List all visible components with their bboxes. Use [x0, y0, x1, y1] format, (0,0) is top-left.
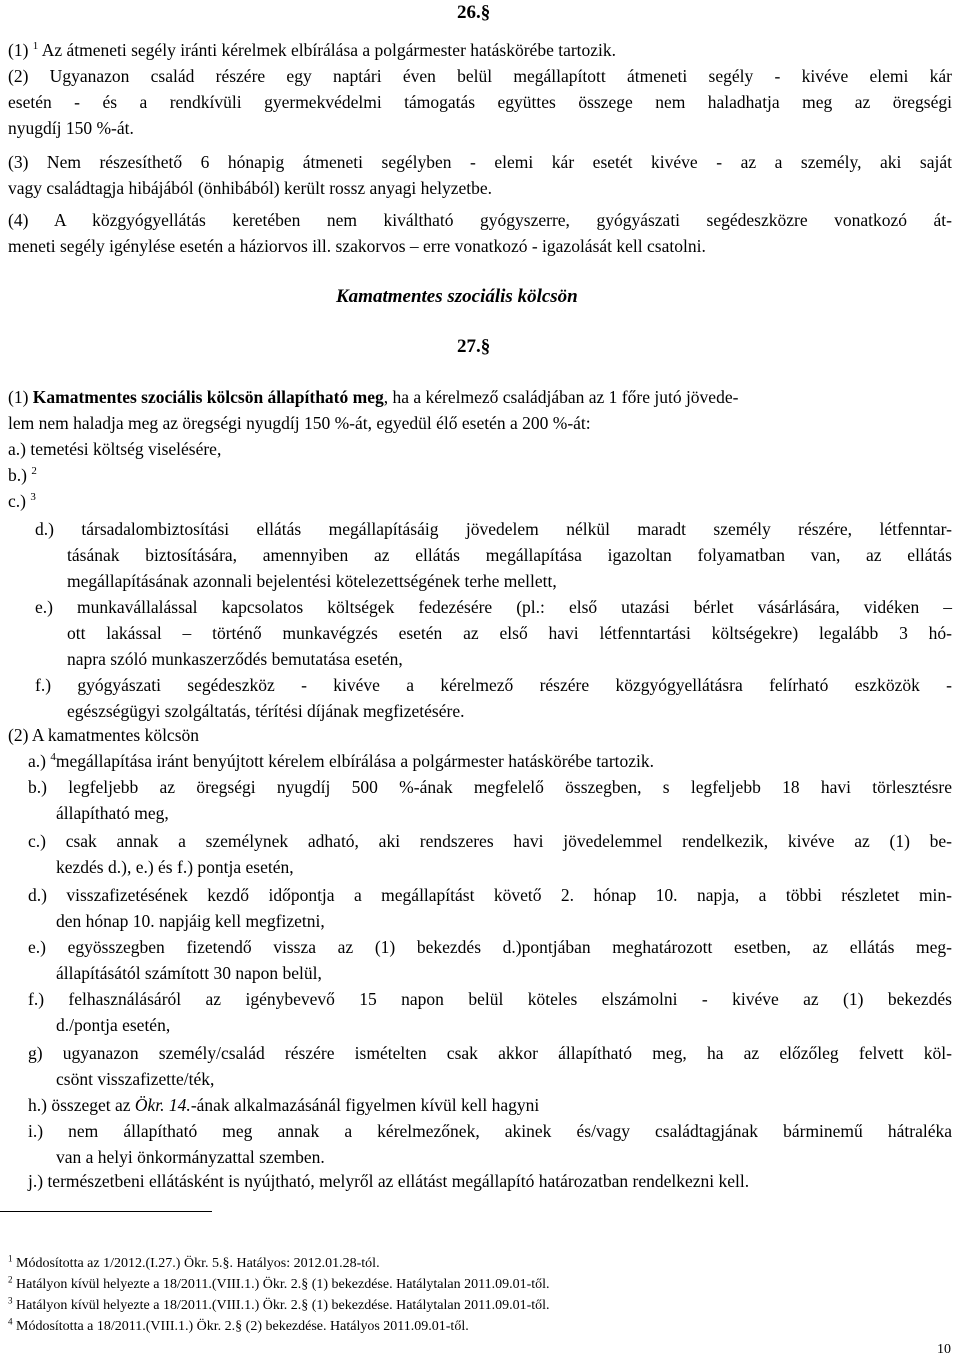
section-26-heading: 26.§	[457, 2, 491, 23]
footnote-number: 3	[8, 1295, 13, 1306]
footnote-separator	[0, 1211, 212, 1212]
footnote-2	[8, 1276, 550, 1294]
paragraph-number: (1)	[8, 40, 29, 60]
section-27-heading: 27.§	[457, 336, 491, 357]
s26-paragraph-3-line-1: (3) Nem részesíthető 6 hónapig átmeneti segélyben - elemi kár esetét kivéve - az a személy, aki saját	[8, 152, 952, 172]
s27-k-item-g-line-1: g) ugyanazon személy/család részére ismételten csak akkor állapítható meg, ha az előzőleg felvett köl-	[28, 1043, 952, 1063]
s27-k-item-g-line-2: csönt visszafizette/ték,	[56, 1069, 215, 1089]
s27-k-item-f-line-1: f.) felhasználásáról az igénybevevő 15 napon belül köteles elszámolni - kivéve az (1) bekezdés	[28, 989, 952, 1009]
s27-paragraph-1-line-1	[8, 384, 738, 410]
s27-paragraph-2: (2) A kamatmentes kölcsön	[8, 725, 200, 745]
footnote-text: Módosította a 18/2011.(VIII.1.) Ökr. 2.§ (2) bekezdése. Hatályos 2011.09.01-től.	[16, 1319, 469, 1334]
s26-paragraph-2-line-1: (2) Ugyanazon család részére egy naptári éven belül megállapított átmeneti segély - kivéve elemi kár	[8, 66, 952, 86]
s27-k-item-e-line-2: állapításától számított 30 napon belül,	[56, 963, 322, 983]
s27-k-item-c-line-1: c.) csak annak a személynek adható, aki rendszeres havi jövedelemmel rendelkezik, kivéve az (1) be-	[28, 831, 952, 851]
s27-paragraph-1-line-2: lem nem haladja meg az öregségi nyugdíj 150 %-át, egyedül élő esetén a 200 %-át:	[8, 413, 591, 433]
s27-k-item-c-line-2: kezdés d.), e.) és f.) pontja esetén,	[56, 857, 294, 877]
s27-k-item-h	[28, 1092, 539, 1118]
s26-paragraph-2-line-3: nyugdíj 150 %-át.	[8, 118, 134, 138]
item-label: a.)	[28, 751, 46, 771]
s27-item-e-line-3: napra szóló munkaszerződés bemutatása esetén,	[67, 649, 403, 669]
footnote-number: 1	[8, 1253, 13, 1264]
s26-paragraph-2-line-2: esetén - és a rendkívüli gyermekvédelmi támogatás együttes összege nem haladhatja meg az öregségi	[8, 92, 952, 112]
s27-item-f-line-1: f.) gyógyászati segédeszköz - kivéve a kérelmező részére közgyógyellátásra felírható eszközök -	[35, 675, 952, 695]
page-number: 10	[937, 1342, 951, 1357]
footnote-text: Hatályon kívül helyezte a 18/2011.(VIII.1.) Ökr. 2.§ (1) bekezdése. Hatálytalan 2011.09.01-től.	[16, 1298, 550, 1313]
s27-k-item-j: j.) természetbeni ellátásként is nyújtható, melyről az ellátást megállapító határozatban rendelkezni kell.	[28, 1171, 750, 1191]
footnote-4	[8, 1318, 469, 1336]
s27-k-item-i-line-2: van a helyi önkormányzattal szemben.	[56, 1147, 325, 1167]
s27-k-item-b-line-2: állapítható meg,	[56, 803, 169, 823]
bold-lead: Kamatmentes szociális kölcsön állapítható meg	[32, 387, 384, 407]
item-label: c.)	[8, 491, 26, 511]
item-label: b.)	[8, 465, 27, 485]
s26-paragraph-4-line-1: (4) A közgyógyellátás keretében nem kiváltható gyógyszerre, gyógyászati segédeszközre vonatkozó át-	[8, 210, 952, 230]
footnote-1	[8, 1255, 380, 1273]
s27-k-item-f-line-2: d./pontja esetén,	[56, 1015, 171, 1035]
s27-k-item-e-line-1: e.) egyösszegben fizetendő vissza az (1) bekezdés d.)pontjában meghatározott esetben, az ellátás meg-	[28, 937, 952, 957]
s27-item-d-line-2: tásának biztosítására, amennyiben az ellátás megállapítása igazoltan folyamatban van, az ellátás	[67, 545, 952, 565]
s26-paragraph-3-line-2: vagy családtagja hibájából (önhibából) került rossz anyagi helyzetbe.	[8, 178, 492, 198]
s26-paragraph-4-line-2: meneti segély igénylése esetén a háziorvos ill. szakorvos – erre vonatkozó - igazolását kell csatolni.	[8, 236, 706, 256]
s27-k-item-d-line-1: d.) visszafizetésének kezdő időpontja a megállapítást követő 2. hónap 10. napja, a többi részletet min-	[28, 885, 952, 905]
s27-k-item-a	[28, 748, 654, 774]
s27-item-d-line-3: megállapításának azonnali bejelentési kötelezettségének terhe mellett,	[67, 571, 557, 591]
footnote-ref: 4	[50, 751, 56, 764]
item-text: -ának alkalmazásánál figyelmen kívül kell hagyni	[190, 1095, 540, 1115]
s27-item-a: a.) temetési költség viselésére,	[8, 439, 222, 459]
s27-item-c	[8, 488, 36, 514]
item-reference: Ökr. 14.	[134, 1095, 191, 1115]
footnote-text: Módosította az 1/2012.(I.27.) Ökr. 5.§. Hatályos: 2012.01.28-tól.	[16, 1256, 380, 1271]
footnote-number: 2	[8, 1274, 13, 1285]
s27-k-item-i-line-1: i.) nem állapítható meg annak a kérelmezőnek, akinek és/vagy családtagjának bárminemű hátraléka	[28, 1121, 952, 1141]
item-text: h.) összeget az	[28, 1095, 135, 1115]
paragraph-number: (1)	[8, 387, 29, 407]
s27-item-e-line-2: ott lakással – történő munkavégzés esetén az első havi létfenntartási költségekre) legalább 3 hó-	[67, 623, 952, 643]
s27-item-d-line-1: d.) társadalombiztosítási ellátás megállapításáig jövedelem nélkül maradt személy részére, létfenntar-	[35, 519, 952, 539]
footnote-ref: 2	[31, 465, 37, 478]
section-subtitle: Kamatmentes szociális kölcsön	[336, 286, 578, 307]
footnote-ref: 1	[32, 40, 39, 53]
s27-item-e-line-1: e.) munkavállalással kapcsolatos költségek fedezésére (pl.: első utazási bérlet vásárlására, vidéken –	[35, 597, 952, 617]
s27-item-f-line-2: egészségügyi szolgáltatás, térítési díjának megfizetésére.	[67, 701, 465, 721]
footnote-ref: 3	[30, 491, 36, 504]
footnote-number: 4	[8, 1316, 13, 1327]
paragraph-text: Az átmeneti segély iránti kérelmek elbírálása a polgármester hatáskörébe tartozik.	[41, 40, 617, 60]
item-text: megállapítása iránt benyújtott kérelem elbírálása a polgármester hatáskörébe tartozik.	[55, 751, 655, 771]
footnote-3	[8, 1297, 550, 1315]
s27-k-item-d-line-2: den hónap 10. napjáig kell megfizetni,	[56, 911, 325, 931]
s27-k-item-b-line-1: b.) legfeljebb az öregségi nyugdíj 500 %-ának megfelelő összegben, s legfeljebb 18 havi törlesztésre	[28, 777, 952, 797]
paragraph-text: , ha a kérelmező családjában az 1 főre jutó jövede-	[383, 387, 739, 407]
s27-item-b	[8, 462, 37, 488]
footnote-text: Hatályon kívül helyezte a 18/2011.(VIII.1.) Ökr. 2.§ (1) bekezdése. Hatálytalan 2011.09.01-től.	[16, 1277, 550, 1292]
s26-paragraph-1	[8, 37, 616, 63]
